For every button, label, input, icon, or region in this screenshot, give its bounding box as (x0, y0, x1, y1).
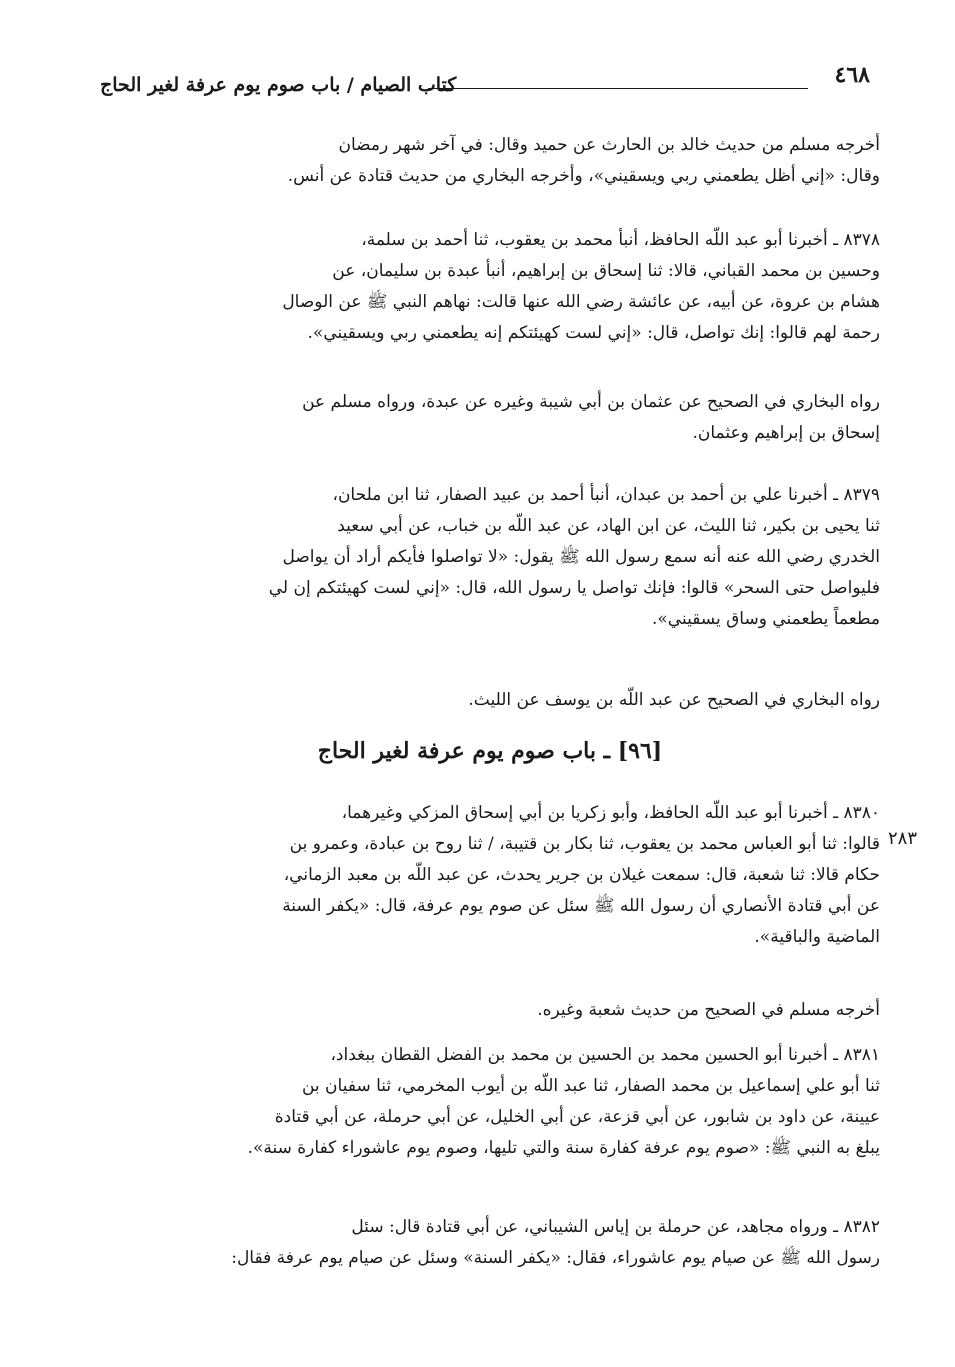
text-line: رحمة لهم قالوا: إنك تواصل، قال: «إني لست كهيئتكم إنه يطعمني ربي ويسقيني». (307, 323, 880, 343)
page-number: ٤٦٨ (834, 62, 870, 88)
paragraph (100, 685, 880, 716)
hadith-8382 (100, 1212, 880, 1274)
text-line: رواه البخاري في الصحيح عن عثمان بن أبي شيبة وغيره عن عبدة، ورواه مسلم عن (302, 392, 880, 412)
paragraph (100, 387, 880, 449)
text-line: الماضية والباقية». (754, 927, 880, 947)
header-title: كتاب الصيام / باب صوم يوم عرفة لغير الحاج (100, 74, 457, 96)
text-line: أخرجه مسلم في الصحيح من حديث شعبة وغيره. (537, 1000, 880, 1020)
text-line: هشام بن عروة، عن أبيه، عن عائشة رضي الله عنها قالت: نهاهم النبي ﷺ عن الوصال (282, 292, 880, 312)
margin-page-reference: ٢٨٣ (888, 828, 918, 849)
hadith-8380 (100, 798, 880, 953)
section-heading: [٩٦] ـ باب صوم يوم عرفة لغير الحاج (317, 738, 663, 764)
text-line: وحسين بن محمد القباني، قالا: ثنا إسحاق بن إبراهيم، أنبأ عبدة بن سليمان، عن (332, 261, 880, 281)
header-rule (428, 88, 808, 89)
text-line: عن أبي قتادة الأنصاري أن رسول الله ﷺ سئل عن صوم يوم عرفة، قال: «يكفر السنة (282, 896, 880, 916)
text-line: ثنا يحيى بن بكير، ثنا الليث، عن ابن الهاد، عن عبد اللّه بن خباب، عن أبي سعيد (337, 516, 880, 536)
text-line: يبلغ به النبي ﷺ: «صوم يوم عرفة كفارة سنة والتي تليها، وصوم يوم عاشوراء كفارة سنة». (247, 1138, 880, 1158)
text-line: أخرجه مسلم من حديث خالد بن الحارث عن حميد وقال: في آخر شهر رمضان (338, 135, 880, 155)
text-line: ٨٣٨٠ ـ أخبرنا أبو عبد اللّه الحافظ، وأبو زكريا بن أبي إسحاق المزكي وغيرهما، (341, 803, 880, 823)
text-line: قالوا: ثنا أبو العباس محمد بن يعقوب، ثنا بكار بن قتيبة، / ثنا روح بن عبادة، وعمرو بن (289, 834, 880, 854)
text-line: رسول الله ﷺ عن صيام يوم عاشوراء، فقال: «يكفر السنة» وسئل عن صيام يوم عرفة فقال: (231, 1248, 880, 1268)
text-line: ثنا أبو علي إسماعيل بن محمد الصفار، ثنا عبد اللّه بن أيوب المخرمي، ثنا سفيان بن (301, 1076, 880, 1096)
text-line: ٨٣٨١ ـ أخبرنا أبو الحسين محمد بن الحسين بن محمد بن الفضل القطان ببغداد، (330, 1045, 880, 1065)
hadith-8381 (100, 1040, 880, 1164)
text-line: ٨٣٧٩ ـ أخبرنا علي بن أحمد بن عبدان، أنبأ أحمد بن عبيد الصفار، ثنا ابن ملحان، (332, 485, 880, 505)
text-line: عيينة، عن داود بن شابور، عن أبي قزعة، عن أبي الخليل، عن أبي حرملة، عن أبي قتادة (274, 1107, 880, 1127)
text-line: ٨٣٧٨ ـ أخبرنا أبو عبد اللّه الحافظ، أنبأ محمد بن يعقوب، ثنا أحمد بن سلمة، (361, 230, 880, 250)
hadith-8378 (100, 225, 880, 349)
text-line: رواه البخاري في الصحيح عن عبد اللّه بن يوسف عن الليث. (468, 690, 880, 710)
text-line: وقال: «إني أظل يطعمني ربي ويسقيني»، وأخرجه البخاري من حديث قتادة عن أنس. (287, 166, 880, 186)
paragraph (100, 995, 880, 1026)
running-header (100, 62, 870, 112)
text-line: إسحاق بن إبراهيم وعثمان. (692, 423, 880, 443)
text-line: حكام قالا: ثنا شعبة، قال: سمعت غيلان بن جرير يحدث، عن عبد اللّه بن معبد الزماني، (283, 865, 880, 885)
text-line: فليواصل حتى السحر» قالوا: فإنك تواصل يا رسول الله، قال: «إني لست كهيئتكم إن لي (268, 578, 880, 598)
text-line: الخدري رضي الله عنه أنه سمع رسول الله ﷺ يقول: «لا تواصلوا فأيكم أراد أن يواصل (282, 547, 880, 567)
hadith-8379 (100, 480, 880, 635)
paragraph (100, 130, 880, 192)
text-line: مطعماً يطعمني وساق يسقيني». (651, 609, 880, 629)
text-line: ٨٣٨٢ ـ ورواه مجاهد، عن حرملة بن إياس الشيباني، عن أبي قتادة قال: سئل (351, 1217, 880, 1237)
